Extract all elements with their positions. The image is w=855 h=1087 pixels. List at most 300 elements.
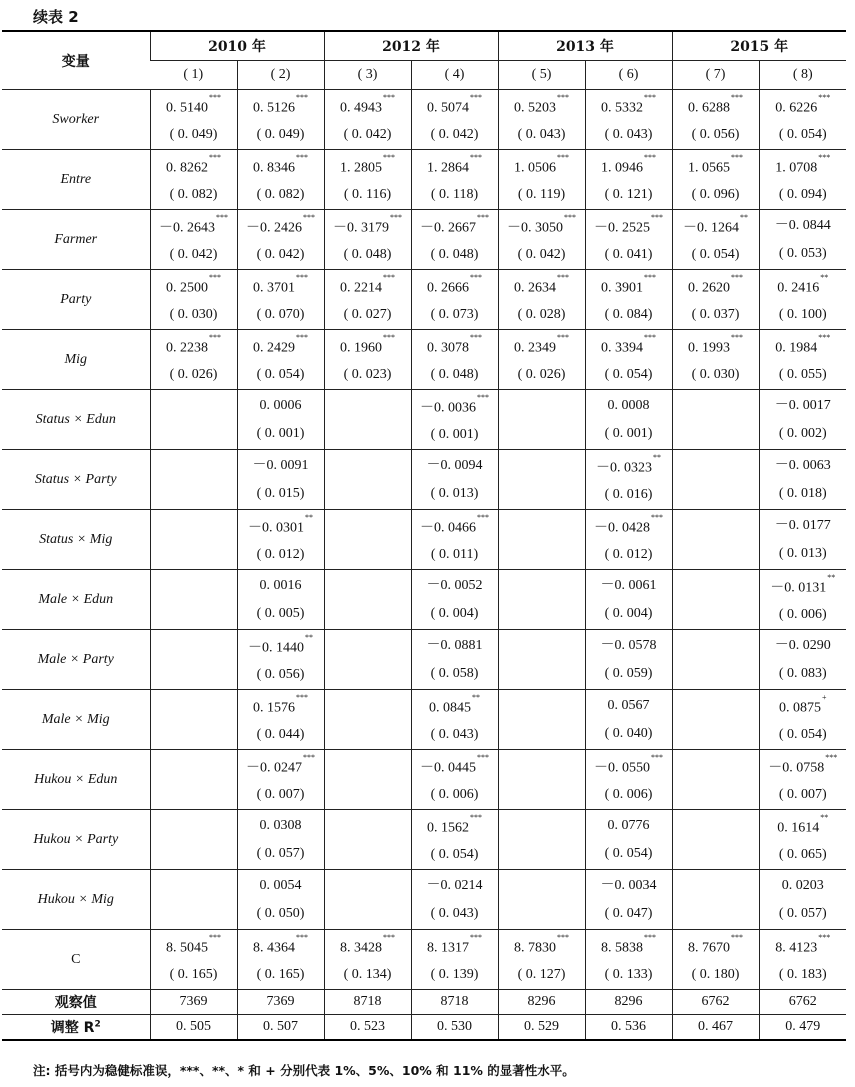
coefficient [238,274,324,299]
standard-error: ( 0. 082) [256,186,305,202]
standard-error: ( 0. 026) [169,366,218,382]
coefficient-value: 0. 2634 [514,280,556,296]
coefficient-value: 0. 6226 [775,100,818,116]
table-cell [585,570,672,630]
standard-error: ( 0. 007) [256,786,305,802]
coefficient-value: －0. 0091 [252,457,309,473]
table-cell [150,930,237,990]
table-cell [759,570,846,630]
significance-marker: *** [644,93,656,103]
standard-error: ( 0. 054) [430,846,479,862]
standard-error: ( 0. 056) [256,666,305,682]
coefficient [760,94,847,119]
coefficient-value: －0. 0063 [774,457,831,473]
table-cell [498,150,585,210]
significance-marker: *** [644,333,656,343]
table-cell [150,570,237,630]
coefficient-value: －0. 0214 [426,877,483,893]
variable-label: Hukou × Party [2,810,150,870]
table-cell [498,390,585,450]
model-header: ( 1) [150,61,237,90]
table-cell [411,390,498,450]
standard-error: ( 0. 083) [778,665,827,681]
coefficient-value: －0. 3050 [507,220,563,236]
standard-error: ( 0. 047) [604,905,653,921]
table-cell [585,390,672,450]
standard-error: ( 0. 180) [691,966,740,982]
standard-error: ( 0. 043) [430,726,479,742]
table-cell [324,330,411,390]
table-cell [324,810,411,870]
standard-error: ( 0. 002) [778,425,827,441]
coefficient-value: 8. 5838 [601,940,643,956]
stat-label [2,990,150,1015]
standard-error: ( 0. 012) [256,546,305,562]
coefficient [412,814,498,839]
model-header: ( 2) [237,61,324,90]
standard-error: ( 0. 053) [778,245,827,261]
standard-error: ( 0. 084) [604,306,653,322]
coefficient [673,154,759,179]
table-row [2,270,846,330]
stat-value: 8718 [324,990,411,1015]
table-cell [324,930,411,990]
table-cell [585,510,672,570]
table-cell [672,810,759,870]
table-row [2,210,846,270]
table-cell [324,870,411,930]
table-cell [498,270,585,330]
standard-error: ( 0. 006) [430,786,479,802]
significance-marker: ** [653,453,661,463]
standard-error: ( 0. 012) [604,546,653,562]
coefficient-value: －0. 2525 [594,220,650,236]
coefficient-value: 0. 2620 [688,280,730,296]
table-cell [324,630,411,690]
coefficient-value: 0. 5203 [514,100,556,116]
significance-marker: *** [651,753,663,763]
coefficient [586,514,672,539]
table-body [2,90,846,1041]
table-cell [498,750,585,810]
variable-label: Party [2,270,150,330]
coefficient-value: 0. 0203 [781,877,824,893]
coefficient-value: －0. 0290 [774,637,831,653]
coefficient-value: －0. 0844 [774,217,831,233]
significance-marker: ** [305,513,313,523]
coefficient [238,634,324,659]
table-cell [672,510,759,570]
coefficient-value: －0. 0428 [594,520,650,536]
standard-error: ( 0. 100) [778,306,827,322]
coefficient-value: 0. 2429 [253,340,295,356]
table-cell [759,450,846,510]
stat-value: 0. 523 [324,1015,411,1041]
coefficient [412,274,498,299]
variable-label: Male × Party [2,630,150,690]
table-cell [411,810,498,870]
coefficient [238,816,324,836]
standard-error: ( 0. 065) [778,846,827,862]
table-cell [672,750,759,810]
table-cell [585,330,672,390]
coefficient-value: 0. 0008 [607,397,650,413]
stat-value: 6762 [672,990,759,1015]
coefficient-value: －0. 0017 [774,397,831,413]
variable-label: Male × Edun [2,570,150,630]
significance-marker: *** [731,933,743,943]
significance-marker: *** [564,213,576,223]
coefficient [412,934,498,959]
coefficient-value: 0. 4943 [340,100,382,116]
table-cell [411,690,498,750]
coefficient-value: －0. 0466 [420,520,476,536]
significance-marker: *** [296,153,308,163]
coefficient [325,154,411,179]
standard-error: ( 0. 044) [256,726,305,742]
significance-marker: ** [740,213,748,223]
coefficient [760,574,847,599]
coefficient [238,576,324,596]
standard-error: ( 0. 048) [343,246,392,262]
variable-label: Male × Mig [2,690,150,750]
standard-error: ( 0. 094) [778,186,827,202]
table-cell [324,510,411,570]
standard-error: ( 0. 040) [604,725,653,741]
table-cell [759,510,846,570]
coefficient [586,154,672,179]
table-cell [411,330,498,390]
significance-marker: *** [651,513,663,523]
coefficient [325,214,411,239]
coefficient-value: －0. 0094 [426,457,483,473]
significance-marker: ** [827,573,836,583]
coefficient-value: 8. 7670 [688,940,730,956]
coefficient-value: －0. 0061 [600,577,657,593]
coefficient [412,456,498,476]
table-note: 注: 括号内为稳健标准误，***、**、* 和 + 分别代表 1%、5%、10% 和 11% 的显著性水平。 [33,1063,575,1078]
coefficient-value: 0. 2500 [166,280,208,296]
table-cell [759,630,846,690]
coefficient-value: －0. 0034 [600,877,657,893]
stat-row [2,990,846,1015]
variable-label: C [2,930,150,990]
significance-marker: ** [472,693,480,703]
table-cell [759,270,846,330]
coefficient-value: 0. 0054 [259,877,302,893]
table-cell [498,810,585,870]
significance-marker: ** [305,633,313,643]
coefficient [325,934,411,959]
coefficient-value: －0. 2426 [246,220,302,236]
coefficient [151,214,237,239]
standard-error: ( 0. 127) [517,966,566,982]
table-row [2,570,846,630]
table-cell [237,930,324,990]
coefficient-value: 0. 3701 [253,280,295,296]
coefficient-value: 8. 4364 [253,940,295,956]
table-row [2,630,846,690]
stat-value: 0. 505 [150,1015,237,1041]
coefficient-value: 0. 6288 [688,100,730,116]
significance-marker: *** [470,933,482,943]
coefficient-value: －0. 0881 [426,637,483,653]
model-header: ( 8) [759,61,846,90]
table-cell [237,390,324,450]
table-cell [411,210,498,270]
table-cell [150,330,237,390]
coefficient [586,214,672,239]
coefficient [673,334,759,359]
coefficient-value: －0. 0550 [594,760,650,776]
variable-label: Status × Party [2,450,150,510]
table-cell [237,570,324,630]
significance-marker: *** [383,933,395,943]
standard-error: ( 0. 006) [778,606,827,622]
table-cell [411,510,498,570]
standard-error: ( 0. 041) [604,246,653,262]
table-cell [759,330,846,390]
coefficient [760,814,847,839]
table-cell [498,210,585,270]
coefficient [238,94,324,119]
standard-error: ( 0. 042) [517,246,566,262]
significance-marker: ** [820,813,829,823]
table-cell [585,270,672,330]
coefficient-value: 0. 3078 [427,340,469,356]
standard-error: ( 0. 054) [691,246,740,262]
table-cell [237,90,324,150]
table-cell [411,870,498,930]
coefficient [412,154,498,179]
significance-marker: *** [470,333,482,343]
significance-marker: *** [825,753,838,763]
standard-error: ( 0. 048) [430,366,479,382]
table-cell [411,930,498,990]
coefficient-value: 0. 2214 [340,280,382,296]
coefficient [412,576,498,596]
regression-table [2,30,846,1041]
coefficient-value: 8. 4123 [775,940,818,956]
coefficient-value: 0. 1576 [253,700,295,716]
significance-marker: *** [557,333,569,343]
significance-marker: *** [383,333,395,343]
coefficient-value: －0. 2643 [159,220,215,236]
table-cell [672,330,759,390]
coefficient-value: 0. 1993 [688,340,730,356]
significance-marker: *** [557,153,569,163]
table-cell [324,210,411,270]
standard-error: ( 0. 073) [430,306,479,322]
table-cell [498,510,585,570]
standard-error: ( 0. 116) [343,186,392,202]
coefficient [760,694,847,719]
coefficient-value: 0. 3394 [601,340,643,356]
year-header: 2010 年 [150,31,324,61]
table-cell [150,150,237,210]
significance-marker: *** [383,153,395,163]
coefficient [760,516,847,536]
standard-error: ( 0. 165) [256,966,305,982]
coefficient-value: －0. 0578 [600,637,657,653]
table-cell [411,630,498,690]
coefficient-value: －0. 0445 [420,760,476,776]
coefficient-value: 0. 3901 [601,280,643,296]
coefficient [673,94,759,119]
table-cell [411,150,498,210]
table-row [2,690,846,750]
table-cell [237,810,324,870]
significance-marker: + [821,693,827,703]
standard-error: ( 0. 013) [778,545,827,561]
variable-label: Hukou × Mig [2,870,150,930]
table-row [2,450,846,510]
variable-label: Status × Edun [2,390,150,450]
coefficient [238,396,324,416]
model-header: ( 4) [411,61,498,90]
standard-error: ( 0. 030) [169,306,218,322]
coefficient [412,876,498,896]
coefficient [238,334,324,359]
standard-error: ( 0. 042) [343,126,392,142]
coefficient [412,754,498,779]
significance-marker: *** [731,153,743,163]
standard-error: ( 0. 042) [169,246,218,262]
table-cell [237,630,324,690]
coefficient-value: 0. 2666 [427,280,469,296]
coefficient-value: 0. 8262 [166,160,208,176]
coefficient-value: 1. 0708 [775,160,818,176]
standard-error: ( 0. 057) [256,845,305,861]
coefficient-value: －0. 0052 [426,577,483,593]
significance-marker: *** [303,753,315,763]
standard-error: ( 0. 133) [604,966,653,982]
table-cell [411,570,498,630]
standard-error: ( 0. 118) [430,186,479,202]
standard-error: ( 0. 001) [430,426,479,442]
table-cell [150,90,237,150]
table-cell [150,690,237,750]
coefficient-value: 0. 2416 [777,280,820,296]
table-row [2,390,846,450]
coefficient [238,694,324,719]
standard-error: ( 0. 028) [517,306,566,322]
standard-error: ( 0. 037) [691,306,740,322]
table-cell [150,270,237,330]
standard-error: ( 0. 015) [256,485,305,501]
coefficient [238,754,324,779]
table-cell [672,390,759,450]
standard-error: ( 0. 043) [604,126,653,142]
standard-error: ( 0. 007) [778,786,827,802]
coefficient [760,274,847,299]
significance-marker: *** [303,213,315,223]
significance-marker: *** [216,213,228,223]
coefficient [151,934,237,959]
coefficient-value: 1. 2805 [340,160,382,176]
stat-value: 0. 530 [411,1015,498,1041]
significance-marker: *** [477,753,489,763]
significance-marker: *** [731,273,743,283]
table-cell [150,510,237,570]
table-cell [498,330,585,390]
stat-label-text: 调整 R [50,1020,95,1036]
table-cell [324,390,411,450]
standard-error: ( 0. 048) [430,246,479,262]
coefficient [499,214,585,239]
significance-marker: *** [470,813,482,823]
table-cell [498,450,585,510]
significance-marker: *** [390,213,402,223]
table-cell [672,930,759,990]
significance-marker: *** [470,153,482,163]
model-header: ( 3) [324,61,411,90]
table-cell [150,870,237,930]
significance-marker: *** [477,213,489,223]
coefficient-value: 0. 1960 [340,340,382,356]
coefficient [412,394,498,419]
model-header: ( 6) [585,61,672,90]
coefficient-value: 0. 5126 [253,100,295,116]
model-header: ( 5) [498,61,585,90]
coefficient [760,876,847,896]
coefficient [760,934,847,959]
table-cell [324,270,411,330]
coefficient [586,274,672,299]
significance-marker: *** [470,273,482,283]
coefficient-value: －0. 3179 [333,220,389,236]
table-cell [672,90,759,150]
table-cell [150,450,237,510]
coefficient-value: 1. 0506 [514,160,556,176]
significance-marker: *** [644,933,656,943]
variable-label: Sworker [2,90,150,150]
standard-error: ( 0. 054) [256,366,305,382]
coefficient-value: －0. 1440 [248,640,304,656]
standard-error: ( 0. 004) [430,605,479,621]
table-row [2,90,846,150]
significance-marker: *** [651,213,663,223]
coefficient [238,214,324,239]
significance-marker: *** [731,93,743,103]
coefficient [499,154,585,179]
stat-value: 0. 529 [498,1015,585,1041]
table-cell [150,390,237,450]
variable-header: 变量 [2,31,150,90]
coefficient-value: 0. 0016 [259,577,302,593]
coefficient [760,334,847,359]
coefficient [325,334,411,359]
coefficient [151,94,237,119]
stat-label [2,1015,150,1041]
significance-marker: *** [644,153,656,163]
coefficient [586,94,672,119]
table-cell [237,330,324,390]
table-cell [672,450,759,510]
standard-error: ( 0. 058) [430,665,479,681]
table-cell [759,930,846,990]
standard-error: ( 0. 001) [256,425,305,441]
table-cell [672,210,759,270]
significance-marker: *** [731,333,743,343]
coefficient [412,94,498,119]
coefficient [499,934,585,959]
significance-marker: *** [818,93,831,103]
variable-label: Entre [2,150,150,210]
standard-error: ( 0. 134) [343,966,392,982]
significance-marker: *** [296,273,308,283]
table-cell [411,90,498,150]
